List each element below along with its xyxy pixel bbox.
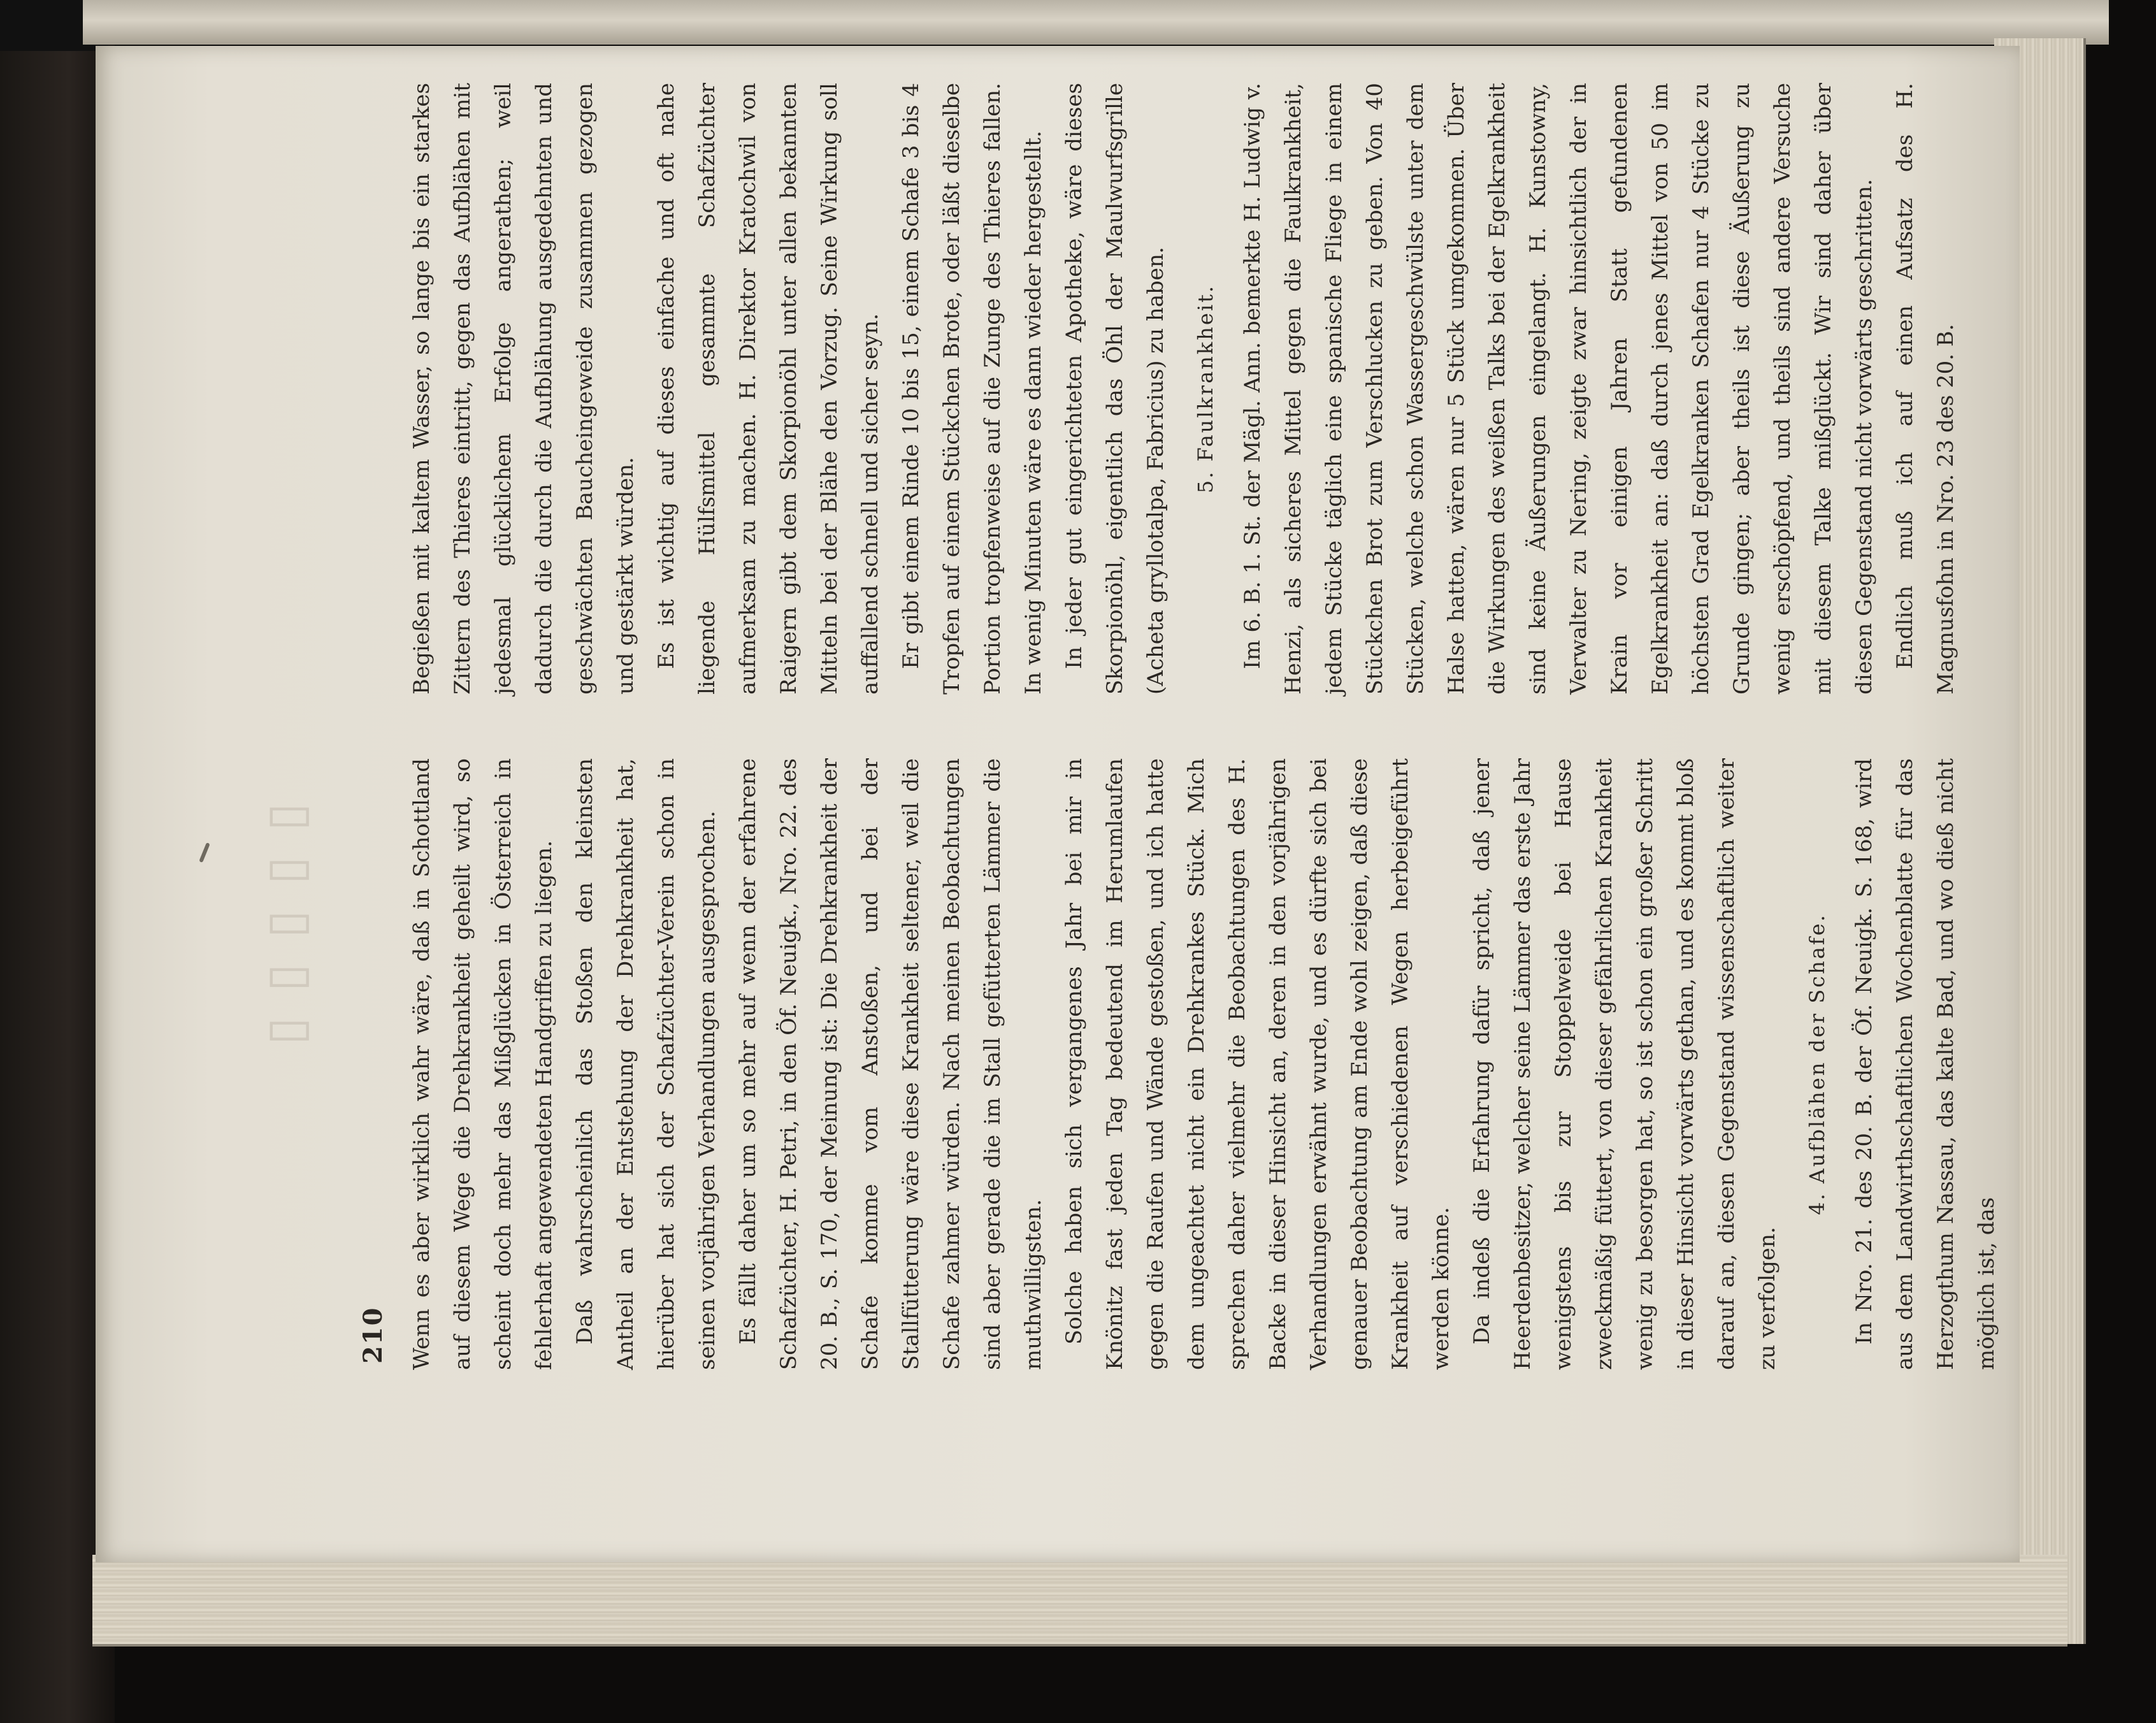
- show-through-ghost-text: ▯▯▯▯▯: [255, 777, 315, 1045]
- paragraph: Wenn es aber wirklich wahr wäre, daß in Schottland auf diesem Wege die Drehkrankheit geheilt wird, so scheint doch mehr das Mißglücken in Österreich in fehlerhaft angewendeten Handgriffen zu liegen.: [409, 758, 557, 1370]
- paragraph: Endlich muß ich auf einen Aufsatz des H. Magnusfohn in Nro. 23 des 20. B.: [1892, 83, 1958, 695]
- paragraph: Es fällt daher um so mehr auf wenn der erfahrene Schafzüchter, H. Petri, in den Öf. Neuigk., Nro. 22. des 20. B., S. 170, der Meinung ist: Die Drehkrankheit der Schafe komme vom Anstoßen, und bei der Stallfütterung wäre diese Krankheit seltener, weil die Schafe zahmer würden. Nach meinen Beobachtungen sind aber gerade die im Stall gefütterten Lämmer die muthwilligsten.: [735, 758, 1046, 1370]
- paragraph: Begießen mit kaltem Wasser, so lange bis ein starkes Zittern des Thieres eintritt, gegen das Aufblähen mit jedesmal glücklichem Erfolge angerathen; weil dadurch die durch die Aufblähung ausgedehnten und geschwächten Baucheingeweide zusammen gezogen und gestärkt würden.: [409, 83, 638, 695]
- opposite-page-edge: [83, 0, 2109, 45]
- rotated-page-content: [357, 83, 1999, 1370]
- paragraph: Er gibt einem Rinde 10 bis 15, einem Schafe 3 bis 4 Tropfen auf einem Stückchen Brote, oder läßt dieselbe Portion tropfenweise auf die Zunge des Thieres fallen. In wenig Minuten wäre es dann wieder hergestellt.: [898, 83, 1046, 695]
- paragraph: Daß wahrscheinlich das Stoßen den kleinsten Antheil an der Entstehung der Drehkrankheit hat, hierüber hat sich der Schafzüchter-Verein schon in seinen vorjährigen Verhandlungen ausgesprochen.: [572, 758, 720, 1370]
- paragraph: In Nro. 21. des 20. B. der Öf. Neuigk. S. 168, wird aus dem Landwirthschaftlichen Wochenblatte für das Herzogthum Nassau, das kalte Bad, und wo dieß nicht möglich ist, das: [1851, 758, 1999, 1370]
- left-column: [401, 758, 2007, 1370]
- paragraph: Solche haben sich vergangenes Jahr bei mir in Knönitz fast jeden Tag bedeutend im Herumlaufen gegen die Raufen und Wände gestoßen, und ich hatte dem ungeachtet nicht ein Drehkrankes Stück. Mich sprechen daher vielmehr die Beobachtungen des H. Backe in dieser Hinsicht an, deren in den vorjährigen Verhandlungen erwähnt wurde, und es dürfte sich bei genauer Beobachtung am Ende wohl zeigen, daß diese Krankheit auf verschiedenen Wegen herbeigeführt werden könne.: [1061, 758, 1454, 1370]
- section-heading: 5. Faulkrankheit.: [1193, 284, 1218, 494]
- right-column: [401, 83, 1966, 695]
- paragraph: Es ist wichtig auf dieses einfache und oft nahe liegende Hülfsmittel gesammte Schafzüchter aufmerksam zu machen. H. Direktor Kratochwil von Raigern gibt dem Skorpionöhl unter allen bekannten Mitteln bei der Blähe den Vorzug. Seine Wirkung soll auffallend schnell und sicher seyn.: [654, 83, 883, 695]
- paragraph: In jeder gut eingerichteten Apotheke, wäre dieses Skorpionöhl, eigentlich das Öhl der Maulwurfsgrille (Acheta gryllotalpa, Fabricius) zu haben.: [1061, 83, 1168, 695]
- section-heading: 4. Aufblähen der Schafe.: [1805, 913, 1829, 1215]
- page-block-edge-bottom: [92, 1555, 2067, 1647]
- paragraph: Da indeß die Erfahrung dafür spricht, daß jener Heerdenbesitzer, welcher seine Lämmer das erste Jahr wenigstens bis zur Stoppelweide bei Hause zweckmäßig füttert, von dieser gefährlichen Krankheit wenig zu besorgen hat, so ist schon ein großer Schritt in dieser Hinsicht vorwärts gethan, und es kommt bloß darauf an, diesen Gegenstand wissenschaftlich weiter zu verfolgen.: [1469, 758, 1780, 1370]
- paragraph: Im 6. B. 1. St. der Mägl. Ann. bemerkte H. Ludwig v. Henzi, als sicheres Mittel gegen die Faulkrankheit, jedem Stücke täglich eine spanische Fliege in einem Stückchen Brot zum Verschlucken zu geben. Von 40 Stücken, welche schon Wassergeschwülste unter dem Halse hatten, wären nur 5 Stück umgekommen. Über die Wirkungen des weißen Talks bei der Egelkrankheit sind keine Äußerungen eingelangt. H. Kunstowny, Verwalter zu Nering, zeigte zwar hinsichtlich der in Krain vor einigen Jahren Statt gefundenen Egelkrankheit an: daß durch jenes Mittel von 50 im höchsten Grad Egelkranken Schafen nur 4 Stücke zu Grunde gingen; aber theils ist diese Äußerung zu wenig erschöpfend, und theils sind andere Versuche mit diesem Talke mißglückt. Wir sind daher über diesen Gegenstand nicht vorwärts geschritten.: [1240, 83, 1877, 695]
- page-number: 210: [358, 1306, 388, 1364]
